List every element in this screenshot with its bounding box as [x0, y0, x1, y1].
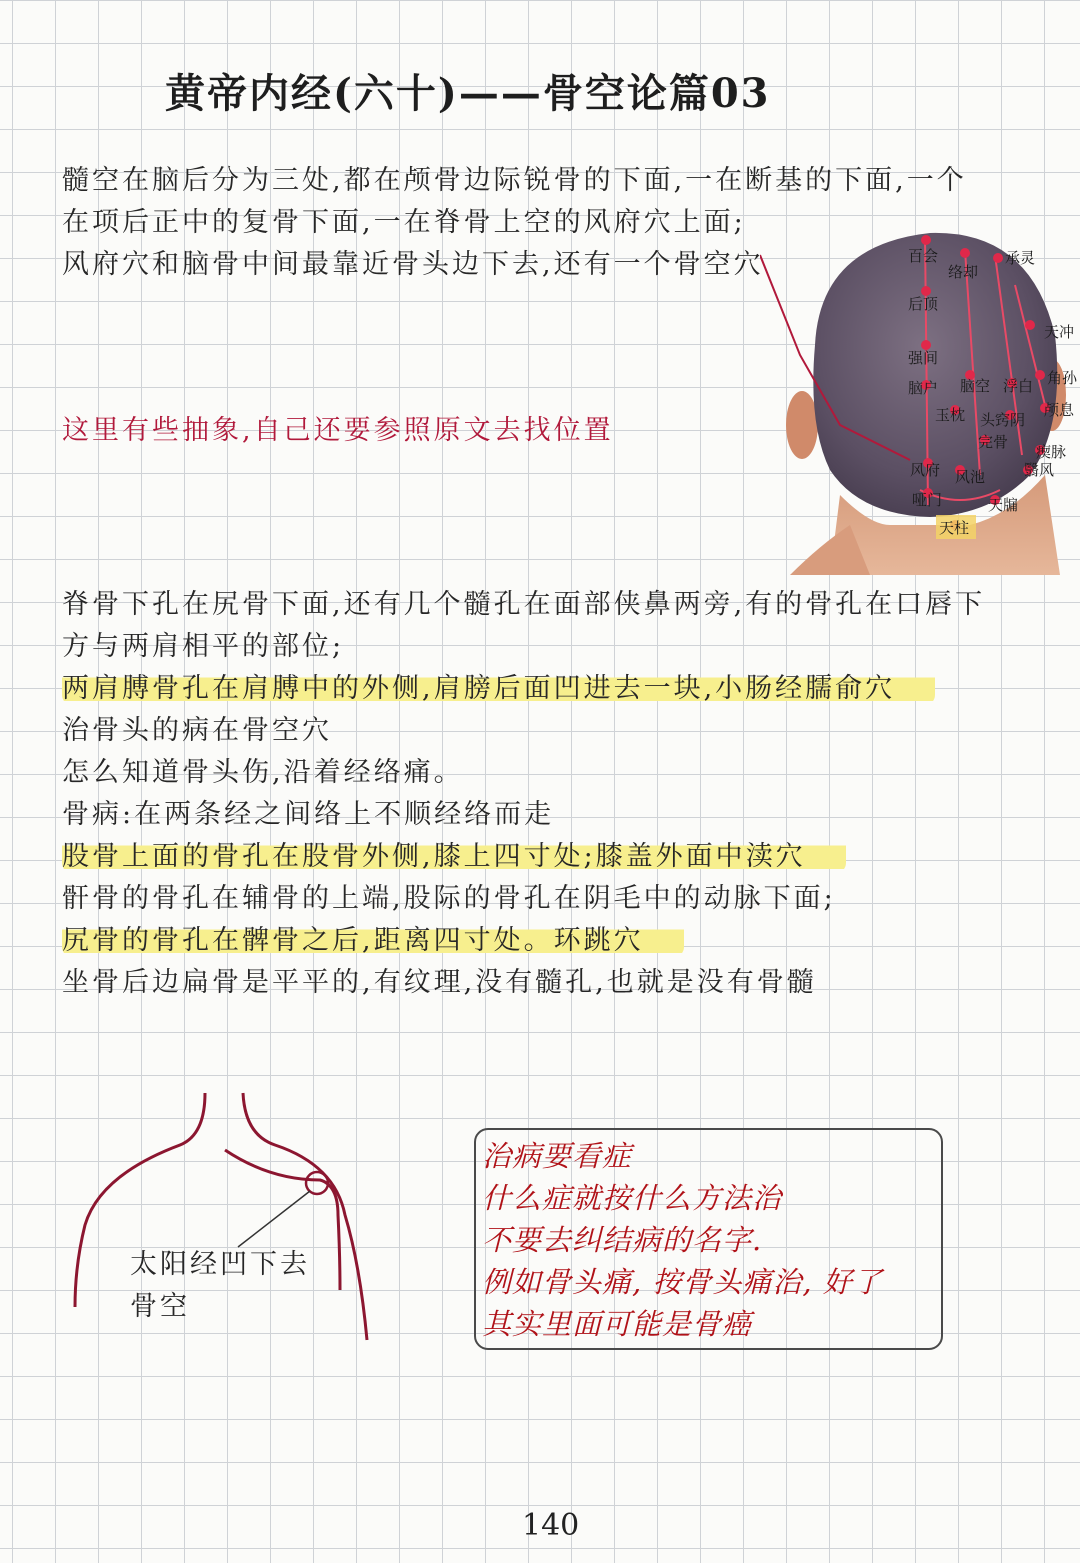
text-line: 风府穴和脑骨中间最靠近骨头边下去,还有一个骨空穴 [62, 249, 764, 280]
acupoint-label: 络却 [948, 263, 979, 281]
acupoint-label: 哑门 [912, 491, 943, 509]
shoulder-label: 骨空 [130, 1291, 190, 1322]
acupoint-label: 强间 [908, 349, 939, 367]
acupoint-label: 完骨 [978, 433, 1009, 451]
acupoint-label: 头窍阴 [980, 411, 1026, 429]
shoulder-label: 太阳经凹下去 [130, 1249, 310, 1280]
page-number: 140 [522, 1508, 580, 1543]
acupoint-label: 天牖 [988, 496, 1019, 514]
acupoint-label: 天冲 [1044, 323, 1075, 341]
page-title: 黄帝内经(六十)——骨空论篇03 [165, 70, 771, 117]
text-line: 治骨头的病在骨空穴 [62, 715, 332, 746]
acupoint-label: 瘈脉 [1036, 443, 1067, 461]
text-line: 髓空在脑后分为三处,都在颅骨边际锐骨的下面,一在断基的下面,一个 [62, 165, 967, 196]
highlighted-text-line: 尻骨的骨孔在髀骨之后,距离四寸处。环跳穴 [62, 918, 684, 957]
head-acupoint-diagram [760, 225, 1080, 579]
note-line: 不要去纠结病的名字. [482, 1223, 763, 1257]
acupoint-label: 浮白 [1003, 377, 1034, 395]
acupoint-label: 百会 [908, 247, 939, 265]
note-line: 例如骨头痛, 按骨头痛治, 好了 [482, 1265, 883, 1299]
acupoint-label: 翳风 [1024, 461, 1055, 479]
acupoint-label: 脑空 [960, 377, 991, 395]
acupoint-label: 脑户 [908, 379, 939, 397]
text-line: 坐骨后边扁骨是平平的,有纹理,没有髓孔,也就是没有骨髓 [62, 967, 817, 998]
acupoint-label: 后顶 [908, 295, 939, 313]
text-line: 怎么知道骨头伤,沿着经络痛。 [62, 757, 464, 788]
text-line: 方与两肩相平的部位; [62, 631, 345, 662]
text-line: 骭骨的骨孔在辅骨的上端,股际的骨孔在阴毛中的动脉下面; [62, 883, 836, 914]
text-line: 骨病:在两条经之间络上不顺经络而走 [62, 799, 555, 830]
highlighted-text-line: 两肩膊骨孔在肩膊中的外侧,肩膀后面凹进去一块,小肠经臑俞穴 [62, 666, 935, 705]
acupoint-label: 玉枕 [935, 406, 966, 424]
acupoint-label: 角孙 [1047, 369, 1078, 387]
shoulder-sketch [60, 1085, 390, 1359]
note-line: 其实里面可能是骨癌 [482, 1307, 753, 1341]
red-annotation: 这里有些抽象,自己还要参照原文去找位置 [62, 415, 614, 446]
text-line: 在项后正中的复骨下面,一在脊骨上空的风府穴上面; [62, 207, 746, 238]
note-line: 什么症就按什么方法治 [482, 1181, 783, 1215]
acupoint-label: 风池 [955, 468, 986, 486]
text-line: 脊骨下孔在尻骨下面,还有几个髓孔在面部侠鼻两旁,有的骨孔在口唇下 [62, 589, 986, 620]
note-line: 治病要看症 [482, 1139, 633, 1173]
acupoint-label: 承灵 [1005, 249, 1036, 267]
acupoint-label: 天柱 [939, 519, 970, 537]
acupoint-label: 风府 [910, 461, 941, 479]
note-box [474, 1128, 943, 1350]
acupoint-label: 颅息 [1044, 401, 1075, 419]
highlighted-text-line: 股骨上面的骨孔在股骨外侧,膝上四寸处;膝盖外面中渎穴 [62, 834, 846, 873]
